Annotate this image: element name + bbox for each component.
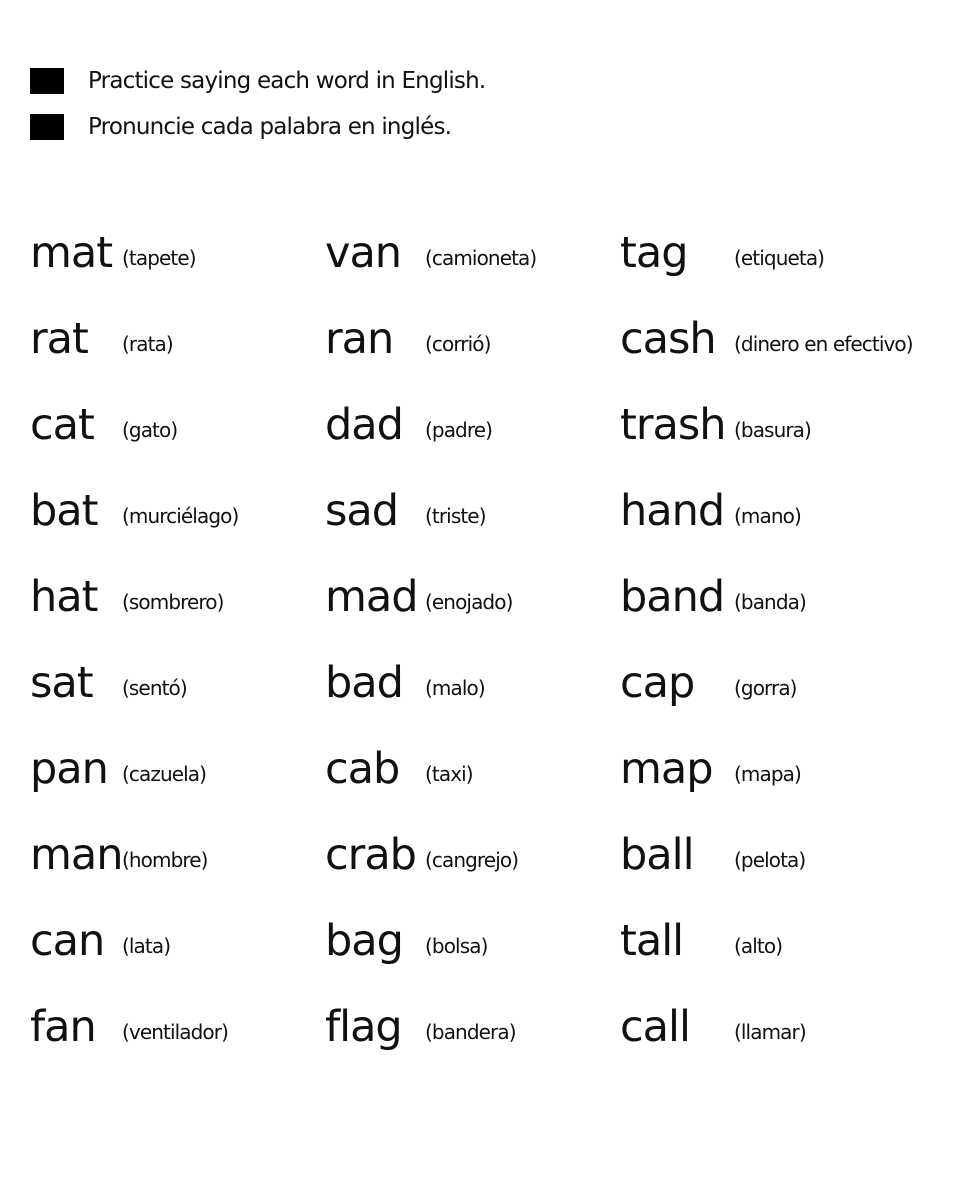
- english-word: trash: [620, 400, 726, 450]
- word-column-1: [30, 210, 325, 1070]
- spanish-translation: (sentó): [122, 676, 187, 700]
- english-word: mat: [30, 228, 113, 278]
- spanish-translation: (etiqueta): [734, 246, 825, 270]
- word-entry: [30, 898, 325, 984]
- word-entry: [30, 726, 325, 812]
- english-word: rat: [30, 314, 88, 364]
- english-word: ran: [325, 314, 394, 364]
- word-entry: [325, 554, 620, 640]
- spanish-translation: (banda): [734, 590, 806, 614]
- english-word: cat: [30, 400, 94, 450]
- spanish-translation: (bolsa): [425, 934, 488, 958]
- english-word: cap: [620, 658, 695, 708]
- word-entry: [30, 812, 325, 898]
- spanish-translation: (gorra): [734, 676, 797, 700]
- instruction-text: Pronuncie cada palabra en inglés.: [88, 114, 452, 140]
- spanish-translation: (basura): [734, 418, 811, 442]
- english-word: sat: [30, 658, 93, 708]
- word-entry: [325, 812, 620, 898]
- word-entry: [620, 296, 974, 382]
- word-entry: [620, 726, 974, 812]
- english-word: mad: [325, 572, 418, 622]
- english-word: man: [30, 830, 123, 880]
- word-entry: [325, 382, 620, 468]
- word-entry: [325, 296, 620, 382]
- english-word: hat: [30, 572, 98, 622]
- spanish-translation: (sombrero): [122, 590, 224, 614]
- spanish-translation: (cangrejo): [425, 848, 519, 872]
- word-entry: [325, 468, 620, 554]
- spanish-translation: (ventilador): [122, 1020, 228, 1044]
- word-entry: [30, 554, 325, 640]
- spanish-translation: (hombre): [122, 848, 208, 872]
- spanish-translation: (rata): [122, 332, 173, 356]
- word-entry: [325, 984, 620, 1070]
- instruction-english: [30, 58, 485, 104]
- spanish-translation: (alto): [734, 934, 783, 958]
- word-entry: [620, 898, 974, 984]
- english-word: sad: [325, 486, 399, 536]
- spanish-translation: (malo): [425, 676, 485, 700]
- english-word: cash: [620, 314, 716, 364]
- spanish-translation: (mano): [734, 504, 801, 528]
- word-entry: [620, 640, 974, 726]
- english-word: tall: [620, 916, 684, 966]
- instructions: [30, 58, 485, 150]
- word-entry: [325, 726, 620, 812]
- spanish-translation: (murciélago): [122, 504, 239, 528]
- english-word: hand: [620, 486, 725, 536]
- spanish-translation: (enojado): [425, 590, 513, 614]
- english-word: bag: [325, 916, 403, 966]
- word-entry: [620, 984, 974, 1070]
- english-word: dad: [325, 400, 403, 450]
- english-word: pan: [30, 744, 108, 794]
- spanish-translation: (taxi): [425, 762, 473, 786]
- instruction-spanish: [30, 104, 485, 150]
- word-entry: [325, 640, 620, 726]
- spanish-translation: (pelota): [734, 848, 806, 872]
- instruction-text: Practice saying each word in English.: [88, 68, 486, 94]
- spanish-translation: (corrió): [425, 332, 491, 356]
- word-entry: [620, 468, 974, 554]
- spanish-translation: (gato): [122, 418, 178, 442]
- word-entry: [620, 382, 974, 468]
- spanish-translation: (bandera): [425, 1020, 516, 1044]
- word-entry: [30, 984, 325, 1070]
- word-entry: [620, 554, 974, 640]
- english-word: crab: [325, 830, 416, 880]
- word-column-2: [325, 210, 620, 1070]
- english-word: cab: [325, 744, 400, 794]
- english-word: ball: [620, 830, 694, 880]
- spanish-translation: (cazuela): [122, 762, 207, 786]
- english-word: can: [30, 916, 105, 966]
- word-entry: [30, 210, 325, 296]
- word-entry: [30, 640, 325, 726]
- spanish-translation: (padre): [425, 418, 493, 442]
- english-word: bad: [325, 658, 403, 708]
- english-word: call: [620, 1002, 690, 1052]
- spanish-translation: (llamar): [734, 1020, 806, 1044]
- spanish-translation: (dinero en efectivo): [734, 332, 913, 356]
- word-entry: [620, 812, 974, 898]
- english-word: fan: [30, 1002, 96, 1052]
- english-word: map: [620, 744, 713, 794]
- spanish-translation: (tapete): [122, 246, 196, 270]
- word-entry: [30, 382, 325, 468]
- word-entry: [30, 468, 325, 554]
- spanish-translation: (camioneta): [425, 246, 537, 270]
- english-word: bat: [30, 486, 98, 536]
- english-word: band: [620, 572, 725, 622]
- word-entry: [620, 210, 974, 296]
- word-entry: [325, 898, 620, 984]
- word-entry: [325, 210, 620, 296]
- english-word: tag: [620, 228, 688, 278]
- word-entry: [30, 296, 325, 382]
- spanish-translation: (triste): [425, 504, 486, 528]
- spanish-translation: (mapa): [734, 762, 801, 786]
- word-column-3: [620, 210, 974, 1070]
- square-bullet-icon: [30, 114, 64, 140]
- english-word: flag: [325, 1002, 402, 1052]
- spanish-translation: (lata): [122, 934, 171, 958]
- word-list: [30, 210, 974, 1070]
- square-bullet-icon: [30, 68, 64, 94]
- english-word: van: [325, 228, 402, 278]
